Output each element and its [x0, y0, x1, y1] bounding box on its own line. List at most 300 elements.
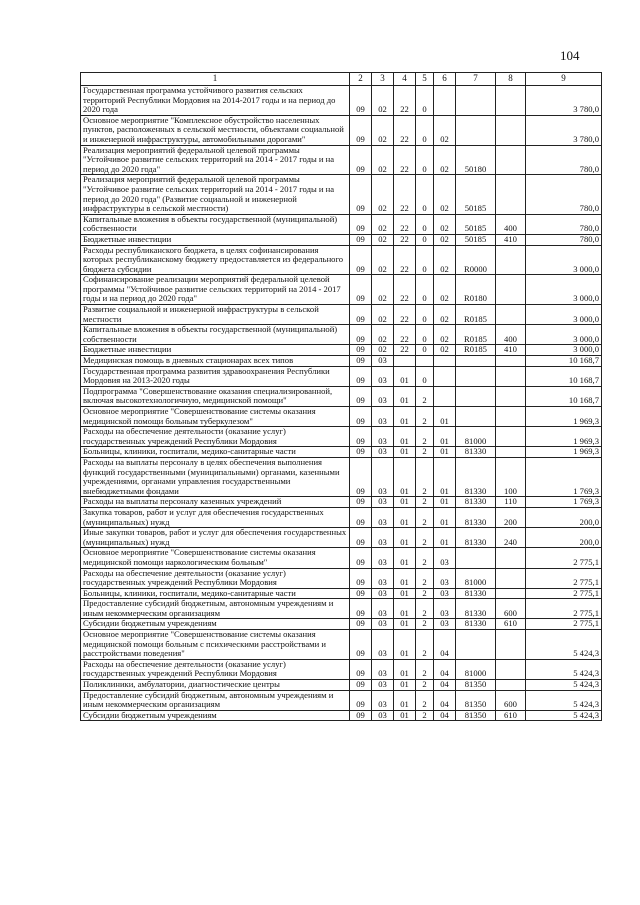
column-header: 2 — [350, 73, 372, 86]
table-row — [81, 497, 602, 508]
code-cell: 01 — [394, 680, 416, 691]
code-cell: 0 — [416, 145, 434, 175]
code-cell: 2 — [416, 507, 434, 527]
amount-cell: 10 168,7 — [526, 366, 602, 386]
code-cell: 01 — [394, 427, 416, 447]
header-row — [81, 73, 602, 86]
code-cell: 22 — [394, 234, 416, 245]
code-cell: 02 — [372, 145, 394, 175]
code-cell: 01 — [434, 507, 456, 527]
code-cell: 09 — [350, 115, 372, 145]
code-cell: 0 — [416, 245, 434, 275]
amount-cell: 1 769,3 — [526, 457, 602, 496]
code-cell: 03 — [434, 548, 456, 568]
code-cell — [496, 630, 526, 660]
code-cell: 03 — [372, 710, 394, 721]
code-cell: 81330 — [456, 588, 496, 599]
table-row — [81, 145, 602, 175]
code-cell: 50185 — [456, 234, 496, 245]
code-cell — [496, 407, 526, 427]
code-cell: 02 — [434, 305, 456, 325]
code-cell: 09 — [350, 175, 372, 214]
row-description: Реализация мероприятий федеральной целевой программы "Устойчивое развитие сельских территорий на 2014 - 2017 годы и на период до 2020 года" (Развитие социальной и инженерной инфраструктуры в сельской местности) — [81, 175, 350, 214]
code-cell: 2 — [416, 599, 434, 619]
code-cell: 0 — [416, 214, 434, 234]
code-cell: 2 — [416, 386, 434, 406]
table-row — [81, 427, 602, 447]
code-cell: 01 — [434, 407, 456, 427]
amount-cell: 780,0 — [526, 175, 602, 214]
code-cell — [496, 356, 526, 367]
amount-cell: 3 000,0 — [526, 245, 602, 275]
code-cell: 01 — [434, 447, 456, 458]
row-description: Субсидии бюджетным учреждениям — [81, 710, 350, 721]
code-cell — [456, 115, 496, 145]
code-cell: 50185 — [456, 175, 496, 214]
code-cell — [496, 86, 526, 116]
row-description: Государственная программа развития здравоохранения Республики Мордовия на 2013-2020 годы — [81, 366, 350, 386]
amount-cell: 3 000,0 — [526, 305, 602, 325]
code-cell: 2 — [416, 710, 434, 721]
row-description: Субсидии бюджетным учреждениям — [81, 619, 350, 630]
code-cell: 22 — [394, 115, 416, 145]
table-row — [81, 630, 602, 660]
code-cell: 02 — [434, 275, 456, 305]
code-cell: 09 — [350, 507, 372, 527]
code-cell: 09 — [350, 145, 372, 175]
code-cell: 09 — [350, 497, 372, 508]
code-cell — [416, 356, 434, 367]
code-cell: 09 — [350, 619, 372, 630]
code-cell: 01 — [394, 447, 416, 458]
code-cell — [496, 680, 526, 691]
table-row — [81, 366, 602, 386]
row-description: Иные закупки товаров, работ и услуг для обеспечения государственных (муниципальных) нужд — [81, 528, 350, 548]
code-cell: 09 — [350, 86, 372, 116]
code-cell: 09 — [350, 599, 372, 619]
code-cell: 81000 — [456, 427, 496, 447]
code-cell: 22 — [394, 145, 416, 175]
code-cell — [456, 366, 496, 386]
code-cell: 01 — [434, 457, 456, 496]
code-cell: 2 — [416, 457, 434, 496]
code-cell — [456, 356, 496, 367]
code-cell: 02 — [372, 175, 394, 214]
code-cell: 01 — [434, 528, 456, 548]
amount-cell: 200,0 — [526, 507, 602, 527]
table-row — [81, 407, 602, 427]
code-cell — [496, 588, 526, 599]
code-cell: 22 — [394, 245, 416, 275]
code-cell: 02 — [372, 115, 394, 145]
code-cell: 03 — [372, 447, 394, 458]
amount-cell: 200,0 — [526, 528, 602, 548]
table-row — [81, 710, 602, 721]
code-cell: 03 — [372, 457, 394, 496]
row-description: Предоставление субсидий бюджетным, автономным учреждениям и иным некоммерческим организациям — [81, 599, 350, 619]
code-cell: 600 — [496, 690, 526, 710]
code-cell: 04 — [434, 630, 456, 660]
table-row — [81, 305, 602, 325]
table-row — [81, 568, 602, 588]
table-row — [81, 214, 602, 234]
code-cell: 81330 — [456, 447, 496, 458]
code-cell — [456, 86, 496, 116]
code-cell: 2 — [416, 497, 434, 508]
code-cell: 100 — [496, 457, 526, 496]
amount-cell: 1 969,3 — [526, 427, 602, 447]
table-row — [81, 245, 602, 275]
code-cell: 01 — [394, 588, 416, 599]
code-cell — [496, 175, 526, 214]
code-cell: 03 — [372, 690, 394, 710]
code-cell: 610 — [496, 619, 526, 630]
code-cell — [496, 245, 526, 275]
code-cell: R0180 — [456, 275, 496, 305]
amount-cell: 5 424,3 — [526, 710, 602, 721]
code-cell: 04 — [434, 680, 456, 691]
row-description: Расходы на выплаты персоналу в целях обеспечения выполнения функций государственными (муниципальными) органами, казенными учреждениями, органами управления государственными внебюджетными фондами — [81, 457, 350, 496]
row-description: Основное мероприятие "Совершенствование системы оказания медицинской помощи наркологическим больным" — [81, 548, 350, 568]
code-cell — [496, 386, 526, 406]
code-cell: 03 — [372, 386, 394, 406]
code-cell: 02 — [434, 345, 456, 356]
code-cell: 22 — [394, 175, 416, 214]
code-cell: 2 — [416, 427, 434, 447]
code-cell: 09 — [350, 386, 372, 406]
code-cell: 81000 — [456, 568, 496, 588]
code-cell: 03 — [372, 659, 394, 679]
code-cell: 09 — [350, 457, 372, 496]
code-cell: 22 — [394, 214, 416, 234]
code-cell — [496, 275, 526, 305]
code-cell: 240 — [496, 528, 526, 548]
code-cell: 09 — [350, 680, 372, 691]
amount-cell: 10 168,7 — [526, 386, 602, 406]
code-cell: 50185 — [456, 214, 496, 234]
row-description: Расходы на выплаты персоналу казенных учреждений — [81, 497, 350, 508]
code-cell: 600 — [496, 599, 526, 619]
code-cell: 02 — [372, 275, 394, 305]
code-cell: 03 — [372, 507, 394, 527]
table-row — [81, 356, 602, 367]
column-header: 4 — [394, 73, 416, 86]
code-cell: 01 — [394, 497, 416, 508]
code-cell: 03 — [372, 427, 394, 447]
code-cell: 81350 — [456, 690, 496, 710]
code-cell: 02 — [372, 345, 394, 356]
table-row — [81, 234, 602, 245]
code-cell: 02 — [434, 175, 456, 214]
table-row — [81, 528, 602, 548]
code-cell: 2 — [416, 568, 434, 588]
code-cell: 0 — [416, 275, 434, 305]
row-description: Расходы республиканского бюджета, в целях софинансирования которых республиканскому бюджету предоставляется из федерального бюджета субсидии — [81, 245, 350, 275]
code-cell: 03 — [372, 548, 394, 568]
amount-cell: 10 168,7 — [526, 356, 602, 367]
column-header: 8 — [496, 73, 526, 86]
amount-cell: 5 424,3 — [526, 680, 602, 691]
amount-cell: 2 775,1 — [526, 568, 602, 588]
code-cell: 2 — [416, 528, 434, 548]
code-cell: 610 — [496, 710, 526, 721]
code-cell: 2 — [416, 659, 434, 679]
row-description: Больницы, клиники, госпитали, медико-санитарные части — [81, 588, 350, 599]
amount-cell: 780,0 — [526, 214, 602, 234]
amount-cell: 5 424,3 — [526, 659, 602, 679]
code-cell: 2 — [416, 407, 434, 427]
table-row — [81, 447, 602, 458]
code-cell — [456, 407, 496, 427]
code-cell — [496, 548, 526, 568]
code-cell: R0185 — [456, 325, 496, 345]
code-cell: 09 — [350, 710, 372, 721]
code-cell: 0 — [416, 305, 434, 325]
code-cell — [496, 366, 526, 386]
code-cell — [496, 115, 526, 145]
code-cell: 01 — [394, 386, 416, 406]
row-description: Поликлиники, амбулатории, диагностические центры — [81, 680, 350, 691]
code-cell: 110 — [496, 497, 526, 508]
code-cell: 09 — [350, 548, 372, 568]
code-cell — [496, 145, 526, 175]
table-row — [81, 659, 602, 679]
code-cell: 09 — [350, 588, 372, 599]
code-cell: 400 — [496, 325, 526, 345]
code-cell — [456, 548, 496, 568]
code-cell: R0000 — [456, 245, 496, 275]
amount-cell: 780,0 — [526, 234, 602, 245]
code-cell: 0 — [416, 234, 434, 245]
row-description: Капитальные вложения в объекты государственной (муниципальной) собственности — [81, 325, 350, 345]
code-cell: 81000 — [456, 659, 496, 679]
amount-cell: 2 775,1 — [526, 588, 602, 599]
code-cell: 02 — [434, 234, 456, 245]
code-cell: 81330 — [456, 528, 496, 548]
code-cell: 01 — [434, 427, 456, 447]
amount-cell: 2 775,1 — [526, 599, 602, 619]
code-cell: 22 — [394, 275, 416, 305]
code-cell: 02 — [434, 245, 456, 275]
code-cell: 0 — [416, 175, 434, 214]
row-description: Закупка товаров, работ и услуг для обеспечения государственных (муниципальных) нужд — [81, 507, 350, 527]
column-header: 3 — [372, 73, 394, 86]
code-cell: 81330 — [456, 599, 496, 619]
code-cell: 01 — [394, 630, 416, 660]
code-cell — [496, 447, 526, 458]
code-cell: 09 — [350, 407, 372, 427]
code-cell — [496, 568, 526, 588]
code-cell: 01 — [434, 497, 456, 508]
row-description: Софинансирование реализации мероприятий федеральной целевой программы "Устойчивое развитие сельских территорий на 2014 - 2017 годы и на период до 2020 года" — [81, 275, 350, 305]
code-cell: 03 — [434, 619, 456, 630]
code-cell: 2 — [416, 588, 434, 599]
code-cell: 02 — [372, 325, 394, 345]
budget-table — [80, 72, 602, 721]
table-row — [81, 599, 602, 619]
code-cell: 02 — [372, 214, 394, 234]
code-cell: 09 — [350, 630, 372, 660]
row-description: Подпрограмма "Совершенствование оказания специализированной, включая высокотехнологичную, медицинской помощи" — [81, 386, 350, 406]
code-cell: 04 — [434, 659, 456, 679]
table-row — [81, 588, 602, 599]
code-cell: 01 — [394, 599, 416, 619]
code-cell: 81330 — [456, 497, 496, 508]
code-cell — [434, 86, 456, 116]
code-cell: R0185 — [456, 345, 496, 356]
code-cell: 01 — [394, 507, 416, 527]
code-cell: 02 — [372, 234, 394, 245]
table-row — [81, 275, 602, 305]
code-cell: 02 — [372, 245, 394, 275]
amount-cell: 3 780,0 — [526, 86, 602, 116]
code-cell: 03 — [372, 599, 394, 619]
row-description: Предоставление субсидий бюджетным, автономным учреждениям и иным некоммерческим организациям — [81, 690, 350, 710]
code-cell: 03 — [372, 630, 394, 660]
code-cell — [496, 305, 526, 325]
column-header: 9 — [526, 73, 602, 86]
code-cell: 410 — [496, 234, 526, 245]
row-description: Основное мероприятие "Комплексное обустройство населенных пунктов, расположенных в сельской местности, объектами социальной и инженерной инфраструктуры, автомобильными дорогами" — [81, 115, 350, 145]
code-cell: R0185 — [456, 305, 496, 325]
code-cell: 01 — [394, 407, 416, 427]
code-cell: 22 — [394, 345, 416, 356]
code-cell: 03 — [372, 356, 394, 367]
amount-cell: 2 775,1 — [526, 548, 602, 568]
row-description: Больницы, клиники, госпитали, медико-санитарные части — [81, 447, 350, 458]
code-cell: 2 — [416, 619, 434, 630]
amount-cell: 3 780,0 — [526, 115, 602, 145]
code-cell: 02 — [434, 214, 456, 234]
code-cell: 03 — [434, 588, 456, 599]
code-cell: 81330 — [456, 507, 496, 527]
code-cell: 01 — [394, 710, 416, 721]
code-cell — [434, 386, 456, 406]
row-description: Бюджетные инвестиции — [81, 345, 350, 356]
code-cell: 03 — [372, 588, 394, 599]
column-header: 7 — [456, 73, 496, 86]
row-description: Расходы на обеспечение деятельности (оказание услуг) государственных учреждений Республики Мордовия — [81, 568, 350, 588]
code-cell: 09 — [350, 214, 372, 234]
code-cell: 410 — [496, 345, 526, 356]
amount-cell: 3 000,0 — [526, 275, 602, 305]
row-description: Реализация мероприятий федеральной целевой программы "Устойчивое развитие сельских территорий на 2014 - 2017 годы и на период до 2020 года" — [81, 145, 350, 175]
row-description: Основное мероприятие "Совершенствование системы оказания медицинской помощи больным туберкулезом" — [81, 407, 350, 427]
code-cell: 2 — [416, 630, 434, 660]
table-row — [81, 457, 602, 496]
code-cell: 09 — [350, 690, 372, 710]
amount-cell: 1 969,3 — [526, 407, 602, 427]
code-cell — [456, 386, 496, 406]
code-cell: 0 — [416, 345, 434, 356]
code-cell: 0 — [416, 86, 434, 116]
table-row — [81, 507, 602, 527]
code-cell: 81350 — [456, 680, 496, 691]
amount-cell: 1 769,3 — [526, 497, 602, 508]
code-cell: 03 — [372, 680, 394, 691]
code-cell — [434, 356, 456, 367]
code-cell: 09 — [350, 275, 372, 305]
code-cell: 01 — [394, 457, 416, 496]
page-number: 104 — [560, 48, 580, 63]
row-description: Государственная программа устойчивого развития сельских территорий Республики Мордовия на 2014-2017 годы и на период до 2020 года — [81, 86, 350, 116]
code-cell: 22 — [394, 305, 416, 325]
table-row — [81, 690, 602, 710]
code-cell: 2 — [416, 690, 434, 710]
code-cell: 81330 — [456, 457, 496, 496]
row-description: Основное мероприятие "Совершенствование системы оказания медицинской помощи больным с психическими расстройствами и расстройствами поведения" — [81, 630, 350, 660]
amount-cell: 1 969,3 — [526, 447, 602, 458]
code-cell: 0 — [416, 366, 434, 386]
column-header: 6 — [434, 73, 456, 86]
column-header: 1 — [81, 73, 350, 86]
code-cell — [434, 366, 456, 386]
table-row — [81, 619, 602, 630]
code-cell: 09 — [350, 447, 372, 458]
code-cell: 01 — [394, 619, 416, 630]
code-cell: 04 — [434, 690, 456, 710]
row-description: Капитальные вложения в объекты государственной (муниципальной) собственности — [81, 214, 350, 234]
code-cell: 03 — [372, 568, 394, 588]
column-header: 5 — [416, 73, 434, 86]
code-cell: 22 — [394, 325, 416, 345]
row-description: Расходы на обеспечение деятельности (оказание услуг) государственных учреждений Республики Мордовия — [81, 427, 350, 447]
code-cell: 09 — [350, 366, 372, 386]
code-cell: 03 — [372, 528, 394, 548]
code-cell: 02 — [434, 325, 456, 345]
code-cell: 2 — [416, 447, 434, 458]
code-cell — [456, 630, 496, 660]
code-cell: 2 — [416, 680, 434, 691]
code-cell: 01 — [394, 568, 416, 588]
code-cell: 81330 — [456, 619, 496, 630]
table-row — [81, 386, 602, 406]
code-cell: 03 — [434, 568, 456, 588]
code-cell: 02 — [372, 86, 394, 116]
code-cell: 03 — [372, 366, 394, 386]
amount-cell: 3 000,0 — [526, 345, 602, 356]
amount-cell: 5 424,3 — [526, 630, 602, 660]
code-cell: 09 — [350, 234, 372, 245]
code-cell: 0 — [416, 115, 434, 145]
code-cell: 02 — [434, 115, 456, 145]
code-cell: 02 — [372, 305, 394, 325]
code-cell: 02 — [434, 145, 456, 175]
code-cell: 04 — [434, 710, 456, 721]
code-cell: 0 — [416, 325, 434, 345]
code-cell — [496, 427, 526, 447]
amount-cell: 2 775,1 — [526, 619, 602, 630]
row-description: Бюджетные инвестиции — [81, 234, 350, 245]
row-description: Расходы на обеспечение деятельности (оказание услуг) государственных учреждений Республики Мордовия — [81, 659, 350, 679]
code-cell — [394, 356, 416, 367]
code-cell: 09 — [350, 345, 372, 356]
row-description: Медицинская помощь в дневных стационарах всех типов — [81, 356, 350, 367]
code-cell: 50180 — [456, 145, 496, 175]
code-cell: 09 — [350, 659, 372, 679]
code-cell: 01 — [394, 528, 416, 548]
table-row — [81, 325, 602, 345]
code-cell: 22 — [394, 86, 416, 116]
code-cell: 01 — [394, 548, 416, 568]
code-cell — [496, 659, 526, 679]
table-row — [81, 680, 602, 691]
code-cell: 09 — [350, 245, 372, 275]
code-cell: 01 — [394, 659, 416, 679]
code-cell: 2 — [416, 548, 434, 568]
code-cell: 09 — [350, 568, 372, 588]
code-cell: 01 — [394, 690, 416, 710]
